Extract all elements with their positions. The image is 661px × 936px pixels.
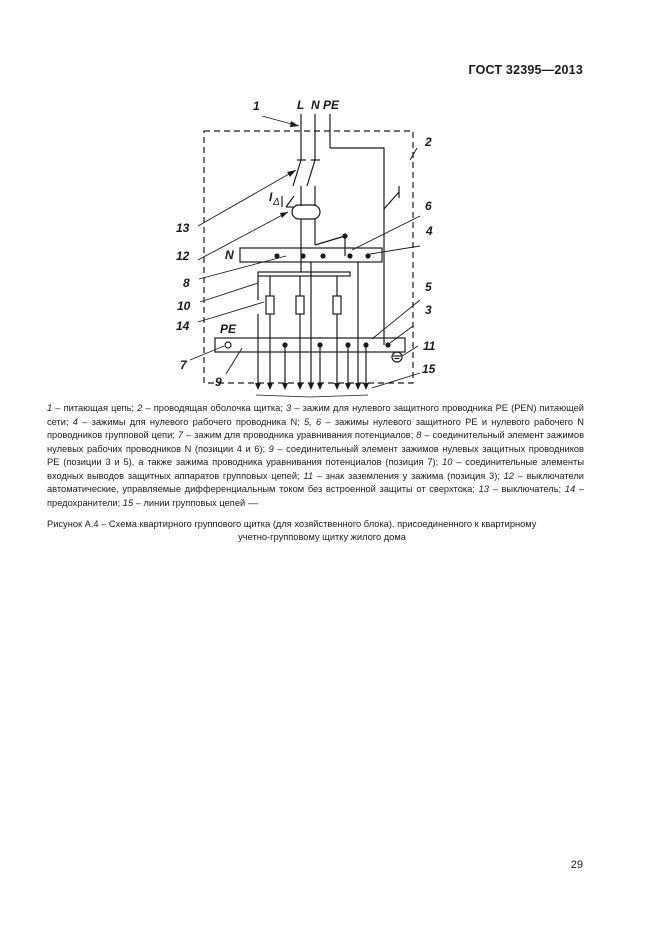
fuse-2 xyxy=(296,296,304,314)
legend-text: выключатели автоматические, управляемые дифференциальным током без встроенной защиты от сверхтока; xyxy=(47,470,584,494)
figure-caption xyxy=(47,518,607,544)
callout-9: 9 xyxy=(215,375,222,389)
callout-10: 10 xyxy=(177,299,191,313)
wiring-diagram xyxy=(0,0,661,400)
n-bus-bar xyxy=(240,248,382,262)
group-circuit-lines xyxy=(258,262,366,385)
callout-13: 13 xyxy=(176,221,190,235)
legend-num: 13 xyxy=(478,484,489,494)
caption-line-1: Рисунок А.4 – Схема квартирного группового щитка (для хозяйственного блока). присоединенного к квартирному xyxy=(47,519,537,529)
rcd-label: I xyxy=(269,190,273,204)
legend-num: 11 xyxy=(303,470,314,481)
callout-5: 5 xyxy=(425,280,432,294)
bus-label-pe: PE xyxy=(323,98,340,112)
callout-1: 1 xyxy=(253,99,260,113)
legend-num: 2 xyxy=(137,403,143,413)
callout-12: 12 xyxy=(176,249,190,263)
callout-8: 8 xyxy=(183,276,190,290)
legend-num: 7 xyxy=(177,430,184,440)
legend-text: соединительный элемент зажимов нулевых защитных проводников PE (позиции 3 и 5), а также зажима проводника уравнивания потенциалов (позиция 7); xyxy=(47,443,584,467)
legend-num: 3 xyxy=(286,403,292,413)
callout-7: 7 xyxy=(180,358,187,372)
rcd-label-sub: Δ xyxy=(273,197,280,208)
legend-text: выключатель; xyxy=(501,484,562,494)
legend-text: питающая цепь; xyxy=(63,403,134,413)
legend-num: 14 xyxy=(564,484,576,494)
legend-num: 10 xyxy=(442,457,453,467)
bus-label-l: L xyxy=(297,98,305,112)
ground-symbol xyxy=(392,352,402,362)
legend-text: зажим для нулевого защитного проводника PE (PEN) питающей сети; xyxy=(47,403,584,427)
callout-15: 15 xyxy=(422,362,436,376)
legend-text: знак заземления у зажима (позиция 3); xyxy=(325,470,500,481)
fuse-3 xyxy=(333,296,341,314)
fuse-1 xyxy=(266,296,274,314)
pe-bar-label: PE xyxy=(220,322,237,336)
figure-legend: 1 – питающая цепь; 2 – проводящая оболочка щитка; 3 – зажим для нулевого защитного проводника PE (PEN) питающей сети; 4 – зажимы для нулевого рабочего проводника N; 5, 6 – зажимы нулевого защитного PE и нулевого рабочего N проводников групповой цепи; 7 – зажим для проводника уравнивания потенциалов; 8 – соединительный элемент зажимов нулевых рабочих проводников N (позиции 4 и 6); 9 – соединительный элемент зажимов нулевых защитных проводников PE (позиции 3 и 5), а также зажима проводника уравнивания потенциалов (позиция 7); 10 – соединительные элементы входных выводов защитных аппаратов групповых цепей; 11 – знак заземления у зажима (позиция 3); 12 – выключатели автоматические, управляемые дифференциальным током без встроенной защиты от сверхтока; 13 – выключатель; 14 – предохранители; 15 – линии групповых цепей –– xyxy=(47,403,585,508)
legend-text: зажимы нулевого защитного PE и нулевого рабочего N проводников групповой цепи; xyxy=(47,416,584,440)
bus-label-n: N xyxy=(311,98,320,112)
page-number: 29 xyxy=(570,859,583,871)
legend-num: 12 xyxy=(503,470,514,481)
legend-num: 5, 6 xyxy=(304,416,322,427)
legend-num: 9 xyxy=(268,443,274,454)
caption-line-2: учетно-групповому щитку жилого дома xyxy=(238,532,406,542)
legend-num: 8 xyxy=(416,430,422,440)
callout-4: 4 xyxy=(426,224,433,238)
legend-text: соединительные элементы входных выводов защитных аппаратов групповых цепей; xyxy=(47,457,585,481)
callout-14: 14 xyxy=(176,319,190,333)
legend-num: 15 xyxy=(122,497,134,508)
callout-3: 3 xyxy=(425,303,432,317)
legend-text: зажимы для нулевого рабочего проводника N; xyxy=(91,416,300,427)
legend-text: зажим для проводника уравнивания потенциалов; xyxy=(194,430,414,440)
callout-6: 6 xyxy=(425,199,432,213)
legend-num: 4 xyxy=(72,416,78,427)
legend-num: 1 xyxy=(47,403,53,413)
pe-bus-bar xyxy=(215,338,405,352)
callout-2: 2 xyxy=(425,135,432,149)
callout-11: 11 xyxy=(423,339,436,353)
legend-text: соединительный элемент зажимов нулевых рабочих проводников N (позиции 4 и 6); xyxy=(47,430,585,454)
standard-header: ГОСТ 32395—2013 xyxy=(468,63,583,77)
legend-text: предохранители; xyxy=(47,497,121,508)
n-bar-label: N xyxy=(225,248,234,262)
legend-text: проводящая оболочка щитка; xyxy=(153,403,283,413)
legend-text: линии групповых цепей xyxy=(143,497,246,508)
